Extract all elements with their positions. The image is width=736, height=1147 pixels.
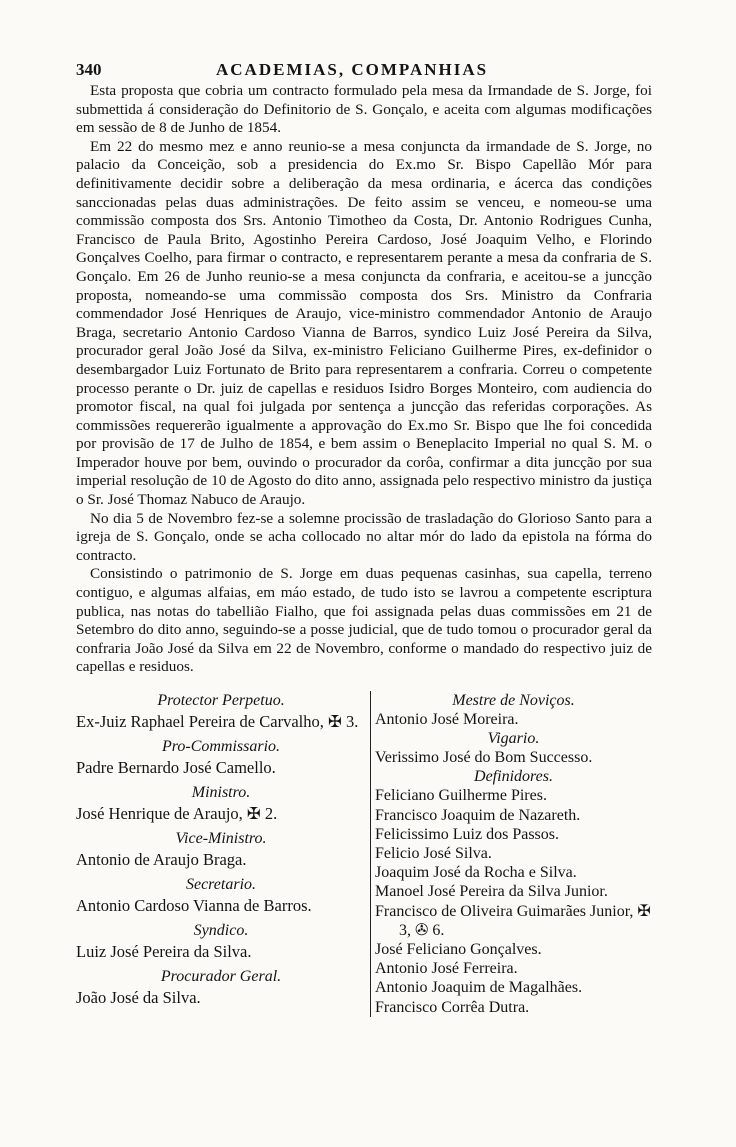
office-title: Procurador Geral. xyxy=(160,968,282,985)
officer-name: Luiz José Pereira da Silva. xyxy=(76,942,252,961)
officer-name: Antonio de Araujo Braga. xyxy=(76,850,247,869)
office-title: Secretario. xyxy=(185,876,257,893)
page-number: 340 xyxy=(76,60,102,79)
paragraph: Em 22 do mesmo mez e anno reunio-se a mesa conjuncta da irmandade de S. Jorge, no palacio da Conceição, sob a presidencia do Ex.mo Sr. Bispo Capellão Mór para definitivamente decidir sobre a deliberação da mesa ordinaria, e ácerca das condições sanccionadas pelas duas administrações. De feito assim se venceu, e nomeou-se uma commissão composta dos Srs. Antonio Timotheo da Costa, Dr. Antonio Rodrigues Cunha, Francisco de Paula Brito, Agostinho Pereira Cardoso, José Joaquim Velho, e Florindo Gonçalves Coelho, para firmar o contracto, e representarem perante a mesa da confraria de S. Gonçalo. Em 26 de Junho reunio-se a mesa conjuncta da confraria, e aceitou-se a juncção proposta, nomeando-se uma commissão composta dos Srs. Ministro da Confraria commendador José Henriques de Araujo, vice-ministro commendador Antonio de Araujo Braga, secretario Antonio Cardoso Vianna de Barros, syndico Luiz José Pereira da Silva, procurador geral João José da Silva, ex-ministro Feliciano Guilherme Pires, ex-definidor o desembargador Luiz Fortunato de Brito para representarem a confraria. Correu o competente processo perante o Dr. juiz de capellas e residuos Isidro Borges Monteiro, com audiencia do promotor fiscal, na qual foi julgada por sentença a juncção das referidas corporações. As commissões requererão igualmente a approvação do Ex.mo Sr. Bispo que lhe foi concedida por provisão de 17 de Julho de 1854, e bem assim o Beneplacito Imperial no qual S. M. o Imperador houve por bem, ouvindo o procurador da corôa, confirmar a dita juncção por sua imperial resolução de 10 de Agosto do dito anno, assignada pelo respectivo ministro da justiça o Sr. José Thomaz Nabuco de Araujo. xyxy=(76,137,652,509)
paragraph: Esta proposta que cobria um contracto formulado pela mesa da Irmandade de S. Jorge, foi submettida á consideração do Definitorio de S. Gonçalo, e aceita com algumas modificações em sessão de 8 de Junho de 1854. xyxy=(76,82,652,137)
officers-list xyxy=(76,691,652,1017)
definidor-name: Francisco Corrêa Dutra. xyxy=(375,998,530,1016)
definidor-name: Antonio José Ferreira. xyxy=(375,960,518,978)
officer-name: Verissimo José do Bom Successo. xyxy=(375,749,593,767)
page-header xyxy=(76,58,652,80)
office-title: Pro-Commissario. xyxy=(161,738,281,755)
definidor-name: Antonio Joaquim de Magalhães. xyxy=(375,979,583,997)
office-title: Ministro. xyxy=(191,784,251,801)
right-officers-column xyxy=(371,691,652,1017)
officer-name: Antonio José Moreira. xyxy=(375,711,519,728)
definidor-name: Francisco Joaquim de Nazareth. xyxy=(375,806,581,824)
definidor-name: Joaquim José da Rocha e Silva. xyxy=(375,864,577,882)
definidor-name: Manoel José Pereira da Silva Junior. xyxy=(375,883,608,901)
office-title: Syndico. xyxy=(193,922,249,939)
office-title: Vigario. xyxy=(487,730,540,748)
office-title: Vice-Ministro. xyxy=(175,830,267,847)
officer-name: Ex-Juiz Raphael Pereira de Carvalho, ✠ 3. xyxy=(76,712,359,731)
office-title: Definidores. xyxy=(474,768,553,786)
officer-name: João José da Silva. xyxy=(76,988,201,1007)
left-officers-column xyxy=(76,691,371,1017)
officer-name: José Henrique de Araujo, ✠ 2. xyxy=(76,804,278,823)
body-text xyxy=(76,82,652,677)
paragraph: No dia 5 de Novembro fez-se a solemne procissão de trasladação do Glorioso Santo para a igreja de S. Gonçalo, onde se acha collocado no altar mór do lado da epistola na fórma do contracto. xyxy=(76,509,652,564)
definidor-name: Francisco de Oliveira Guimarães Junior, ✠ 3, ✇ 6. xyxy=(375,902,651,939)
definidor-name: José Feliciano Gonçalves. xyxy=(375,941,542,959)
book-page xyxy=(76,58,652,1017)
office-title: Protector Perpetuo. xyxy=(157,692,285,709)
running-title: ACADEMIAS, COMPANHIAS xyxy=(216,60,489,79)
officer-name: Antonio Cardoso Vianna de Barros. xyxy=(76,896,312,915)
definidor-name: Feliciano Guilherme Pires. xyxy=(375,787,547,805)
definidor-name: Felicissimo Luiz dos Passos. xyxy=(375,825,560,843)
office-title: Mestre de Noviços. xyxy=(452,692,575,709)
definidor-name: Felicio José Silva. xyxy=(375,845,492,863)
officer-name: Padre Bernardo José Camello. xyxy=(76,758,276,777)
paragraph: Consistindo o patrimonio de S. Jorge em duas pequenas casinhas, sua capella, terreno contiguo, e algumas alfaias, em máo estado, de tudo isto se lavrou a competente escriptura publica, nas notas do tabellião Fialho, que foi assignada pelas duas commissões em 21 de Setembro do dito anno, seguindo-se a posse judicial, que de tudo tomou o procurador geral da confraria João José da Silva em 22 de Novembro, conforme o mandado do respectivo juiz de capellas e residuos. xyxy=(76,565,652,676)
